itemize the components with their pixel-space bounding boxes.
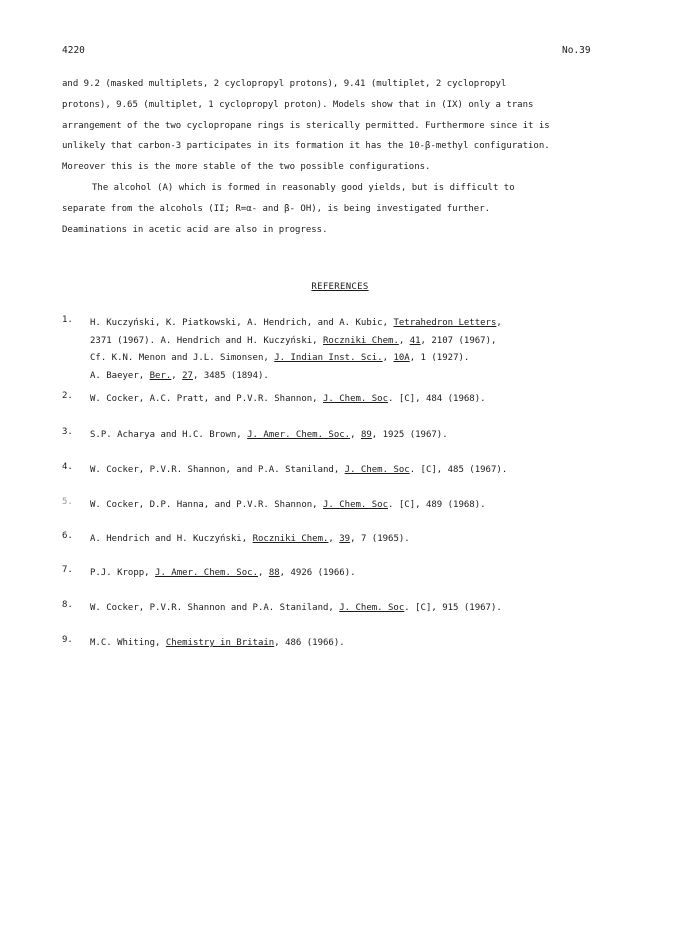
reference-text [90, 565, 640, 583]
reference-citation: Roczniki Chem. [252, 534, 329, 544]
reference-text [90, 497, 640, 515]
reference-text [90, 315, 640, 385]
reference-text [90, 531, 640, 549]
body-line: and 9.2 (masked multiplets, 2 cyclopropyl protons), 9.41 (multiplet, 2 cyclopropyl [62, 79, 507, 89]
reference-segment: M.C. Whiting, [90, 638, 166, 648]
reference-segment: , [257, 568, 269, 578]
body-line: arrangement of the two cyclopropane rings is sterically permitted. Furthermore since it is [62, 120, 550, 131]
reference-number: 2. [62, 391, 73, 401]
reference-segment: , [398, 335, 410, 346]
reference-citation: Roczniki Chem. [323, 335, 399, 346]
reference-line [90, 427, 640, 445]
reference-segment: W. Cocker, P.V.R. Shannon, and P.A. Staniland, [90, 465, 345, 475]
body-line: unlikely that carbon-3 participates in its formation it has the 10-β-methyl configuration. [62, 141, 550, 152]
reference-segment: P.J. Kropp, [90, 568, 156, 578]
reference-number: 1. [62, 315, 73, 325]
reference-line [90, 368, 640, 386]
reference-segment: , 486 (1966). [274, 638, 345, 648]
body-line: Moreover this is the more stable of the two possible configurations. [62, 162, 431, 173]
body-line: separate from the alcohols (II; R=α- and β- OH), is being investigated further. [62, 203, 491, 214]
reference-citation: 27 [182, 370, 193, 381]
reference-citation: 39 [339, 534, 351, 544]
page-number: 4220 [62, 45, 85, 56]
reference-citation: Ber. [149, 370, 172, 381]
reference-citation: J. Chem. Soc [323, 500, 389, 510]
reference-number: 7. [62, 565, 73, 575]
reference-citation: J. Chem. Soc [339, 603, 405, 613]
reference-segment: H. Kuczyński, K. Piatkowski, A. Hendrich, and A. Kubic, [90, 318, 394, 328]
body-line: Deaminations in acetic acid are also in progress. [62, 224, 328, 235]
reference-line [90, 350, 640, 368]
reference-segment: , [496, 318, 502, 328]
body-line: protons), 9.65 (multiplet, 1 cyclopropyl proton). Models show that in (IX) only a trans [62, 99, 534, 110]
reference-segment: W. Cocker, P.V.R. Shannon and P.A. Staniland, [90, 603, 340, 613]
reference-line [90, 315, 640, 333]
reference-segment: W. Cocker, A.C. Pratt, and P.V.R. Shannon, [90, 394, 323, 404]
reference-text [90, 462, 640, 480]
issue-number: No.39 [562, 45, 591, 56]
reference-citation: Chemistry in Britain [165, 638, 275, 648]
reference-segment: A. Hendrich and H. Kuczyński, [90, 534, 253, 544]
reference-number: 9. [62, 635, 73, 645]
references-heading: REFERENCES [311, 282, 369, 292]
reference-segment: . [C], 915 (1967). [404, 603, 502, 613]
reference-text [90, 427, 640, 445]
reference-segment: . [C], 485 (1967). [409, 465, 508, 475]
reference-segment: , [171, 370, 183, 381]
reference-text [90, 635, 640, 653]
reference-segment: W. Cocker, D.P. Hanna, and P.V.R. Shannon, [90, 500, 323, 510]
reference-segment: , 4926 (1966). [279, 568, 356, 578]
reference-segment: S.P. Acharya and H.C. Brown, [90, 430, 248, 440]
reference-line [90, 391, 640, 409]
reference-number: 6. [62, 531, 73, 541]
reference-segment: , 7 (1965). [350, 534, 410, 544]
reference-line [90, 635, 640, 653]
reference-citation: J. Chem. Soc [323, 394, 389, 404]
reference-segment: , 1 (1927). [409, 353, 470, 363]
reference-citation: 10A [393, 353, 410, 363]
reference-line [90, 462, 640, 480]
reference-segment: A. Baeyer, [90, 370, 150, 381]
reference-text [90, 391, 640, 409]
reference-segment: , 3485 (1894). [192, 370, 269, 381]
reference-citation: J. Chem. Soc [344, 465, 410, 475]
reference-number: 8. [62, 600, 73, 610]
reference-segment: . [C], 484 (1968). [388, 394, 486, 404]
reference-citation: 88 [268, 568, 280, 578]
reference-segment: , [382, 353, 394, 363]
reference-number: 4. [62, 462, 73, 472]
reference-segment: , [328, 534, 340, 544]
reference-citation: 41 [409, 335, 421, 346]
reference-citation: J. Amer. Chem. Soc. [155, 568, 258, 578]
reference-number: 5. [62, 497, 73, 507]
reference-segment: 2371 (1967). A. Hendrich and H. Kuczyński, [90, 335, 323, 346]
reference-line [90, 497, 640, 515]
reference-line [90, 600, 640, 618]
reference-segment: Cf. K.N. Menon and J.L. Simonsen, [90, 353, 275, 363]
reference-citation: 89 [360, 430, 372, 440]
reference-text [90, 600, 640, 618]
reference-citation: J. Amer. Chem. Soc. [247, 430, 351, 440]
reference-segment: , [350, 430, 361, 440]
reference-segment: . [C], 489 (1968). [388, 500, 486, 510]
reference-number: 3. [62, 427, 73, 437]
reference-line [90, 531, 640, 549]
reference-segment: , 1925 (1967). [371, 430, 448, 440]
body-line: The alcohol (A) which is formed in reasonably good yields, but is difficult to [92, 182, 515, 193]
reference-line [90, 333, 640, 351]
reference-citation: J. Indian Inst. Sci. [274, 353, 383, 363]
body-paragraphs [62, 74, 632, 240]
reference-line [90, 565, 640, 583]
reference-citation: Tetrahedron Letters [393, 318, 497, 328]
reference-segment: , 2107 (1967), [420, 335, 497, 346]
